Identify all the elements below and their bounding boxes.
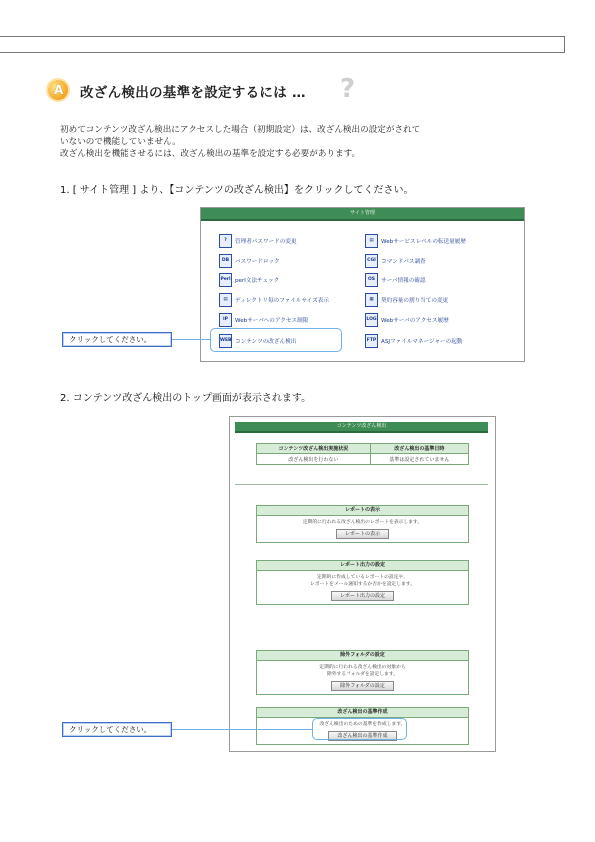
section-desc: 定期的に作成しているレポートの設定や、 xyxy=(316,575,409,580)
menu-item-directory-size[interactable] xyxy=(219,293,329,307)
section-desc: 定期的に行われる改ざん検出のレポートを表示します。 xyxy=(302,520,423,525)
header-bar xyxy=(0,36,565,53)
section-report-view xyxy=(256,505,469,543)
menu-item-label: 管理者パスワードの変更 xyxy=(235,239,297,245)
menu-item-password-lock[interactable] xyxy=(219,254,280,268)
perl-icon: Perl xyxy=(219,273,232,287)
status-table-header: コンテンツ改ざん検出実施状況 xyxy=(257,444,371,454)
ip-icon: IP xyxy=(219,313,232,327)
menu-item-label: サーバ情報の確認 xyxy=(381,278,426,284)
folder-icon: ▤ xyxy=(219,293,232,307)
section-title: 改ざん検出の基準作成 xyxy=(256,707,469,717)
section-title: レポート出力の設定 xyxy=(256,560,469,570)
menu-item-label: ASJファイルマネージャーの起動 xyxy=(381,339,463,345)
menu-item-server-info[interactable] xyxy=(365,273,425,287)
menu-item-label: パスワードロック xyxy=(235,259,280,265)
callout-connector xyxy=(171,729,312,730)
menu-item-label: Webサービスレベルの転送量履歴 xyxy=(381,239,466,245)
step-2-text: 2. コンテンツ改ざん検出のトップ画面が表示されます。 xyxy=(60,393,312,404)
report-view-button[interactable]: レポートの表示 xyxy=(336,529,389,539)
cgi-icon: CGI xyxy=(365,254,378,268)
lock-icon: DB xyxy=(219,254,232,268)
divider xyxy=(235,484,488,485)
section-exclude-folder xyxy=(256,650,469,695)
menu-item-label: perl文法チェック xyxy=(235,278,280,284)
menu-item-label: 契約容量の割り当ての変更 xyxy=(381,298,449,304)
intro-line: 改ざん検出を機能させるには、改ざん検出の基準を設定する必要があります。 xyxy=(60,149,361,159)
menu-item-command-path[interactable] xyxy=(365,254,426,268)
baseline-create-button[interactable]: 改ざん検出の基準作成 xyxy=(328,731,396,741)
question-mark-icon: ? xyxy=(340,74,356,104)
section-desc: レポートをメール通知するか否かを設定します。 xyxy=(309,582,416,587)
menu-item-label: ディレクトリ毎のファイルサイズ表示 xyxy=(235,298,329,304)
web-magnifier-icon: WEB xyxy=(219,334,232,348)
menu-item-access-restriction[interactable] xyxy=(219,313,308,327)
status-table xyxy=(256,443,469,465)
screenshot-header: サイト管理 xyxy=(201,208,524,221)
section-title: レポートの表示 xyxy=(256,505,469,515)
highlight-ring xyxy=(312,718,407,740)
menu-item-admin-password[interactable] xyxy=(219,234,297,248)
section-desc: 定期的に行われる改ざん検出の対象から xyxy=(319,665,406,670)
page-title: 改ざん検出の基準を設定するには … xyxy=(80,85,306,101)
menu-item-label: コマンドパス調査 xyxy=(381,259,426,265)
intro-line: いないので機能していません。 xyxy=(60,137,181,147)
section-desc: 除外するフォルダを設定します。 xyxy=(326,672,399,677)
intro-line: 初めてコンテンツ改ざん検出にアクセスした場合（初期設定）は、改ざん検出の設定がされて xyxy=(60,125,421,135)
status-table-header: 改ざん検出の基準日時 xyxy=(370,444,468,454)
click-callout: クリックしてください。 xyxy=(62,722,172,737)
key-icon: ? xyxy=(219,234,232,248)
click-callout: クリックしてください。 xyxy=(62,332,172,347)
section-report-output xyxy=(256,560,469,605)
exclude-folder-button[interactable]: 除外フォルダの設定 xyxy=(331,681,394,691)
intro-text xyxy=(60,124,420,160)
storage-icon: ▦ xyxy=(365,293,378,307)
menu-item-transfer-history[interactable] xyxy=(365,234,466,248)
menu-item-capacity-allocation[interactable] xyxy=(365,293,448,307)
document-icon: ▤ xyxy=(365,234,378,248)
ftp-icon: FTP xyxy=(365,334,378,348)
highlight-ring xyxy=(210,328,342,352)
answer-badge-letter: A xyxy=(54,83,64,97)
os-icon: OS xyxy=(365,273,378,287)
menu-item-label: コンテンツの改ざん検出 xyxy=(235,339,297,345)
section-desc: 改ざん検出のための基準を作成します。 xyxy=(319,722,406,727)
screenshot-header: コンテンツ改ざん検出 xyxy=(235,422,488,433)
menu-item-perl-check[interactable] xyxy=(219,273,279,287)
menu-item-access-log[interactable] xyxy=(365,313,449,327)
callout-connector xyxy=(171,339,211,340)
section-title: 除外フォルダの設定 xyxy=(256,650,469,660)
log-icon: LOG xyxy=(365,313,378,327)
status-table-cell: 改ざん検出を行わない xyxy=(257,454,371,465)
tamper-detection-screenshot xyxy=(229,416,496,752)
menu-item-file-manager[interactable] xyxy=(365,334,462,348)
report-output-button[interactable]: レポート出力の設定 xyxy=(331,591,394,601)
status-table-cell: 基準は設定されていません xyxy=(370,454,468,465)
menu-item-label: Webサーバへのアクセス制限 xyxy=(235,318,309,324)
step-1-text: 1. [ サイト管理 ] より、【コンテンツの改ざん検出】をクリックしてください。 xyxy=(60,185,414,196)
menu-item-label: Webサーバのアクセス履歴 xyxy=(381,318,449,324)
